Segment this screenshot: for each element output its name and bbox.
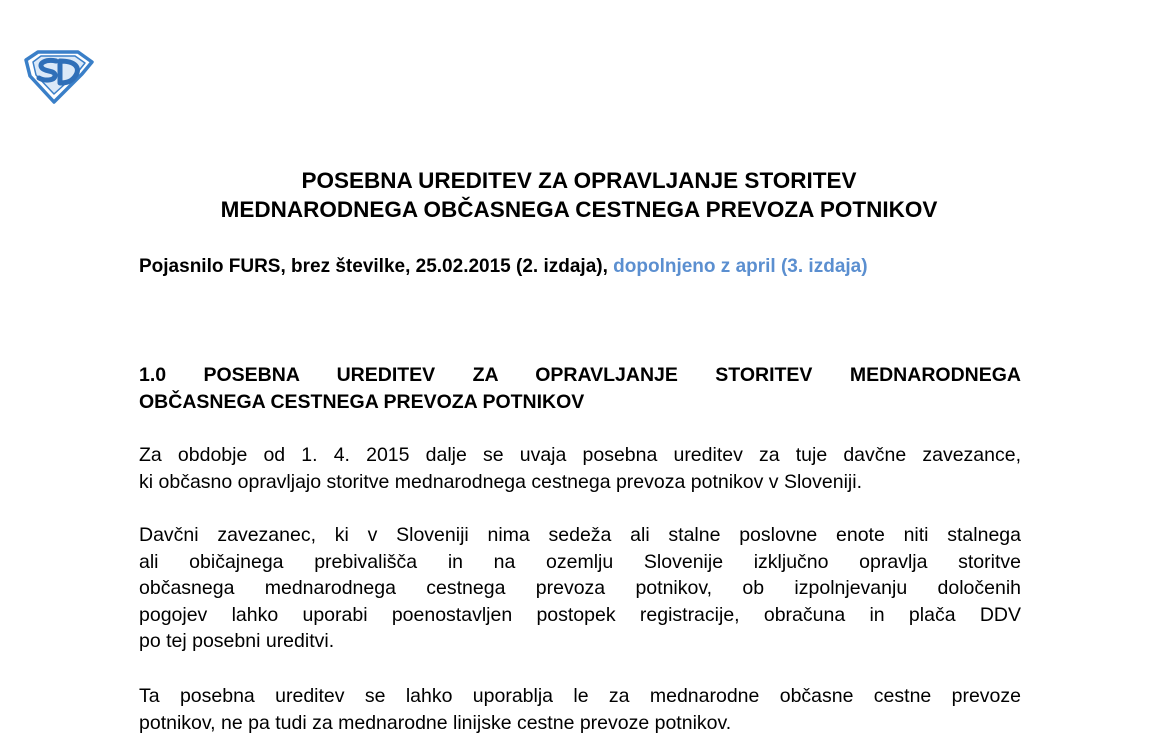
paragraph-3 bbox=[139, 683, 1021, 736]
title-line-2: MEDNARODNEGA OBČASNEGA CESTNEGA PREVOZA POTNIKOV bbox=[220, 197, 938, 222]
paragraph-1 bbox=[139, 442, 1021, 495]
company-logo bbox=[20, 48, 96, 104]
document-title bbox=[120, 166, 1038, 224]
paragraph-line: ki občasno opravljajo storitve mednarodnega cestnega prevoza potnikov v Sloveniji. bbox=[139, 470, 863, 493]
paragraph-line: ali običajnega prebivališča in na ozemlju Slovenije izključno opravlja storitve bbox=[139, 550, 1021, 573]
section-heading-line-1: 1.0 POSEBNA UREDITEV ZA OPRAVLJANJE STORITEV MEDNARODNEGA bbox=[139, 364, 1021, 386]
title-line-1: POSEBNA UREDITEV ZA OPRAVLJANJE STORITEV bbox=[301, 168, 857, 193]
subtitle-update-note: dopolnjeno z april (3. izdaja) bbox=[613, 256, 868, 277]
paragraph-line: občasnega mednarodnega cestnega prevoza potnikov, ob izpolnjevanju določenih bbox=[139, 577, 1021, 599]
section-heading bbox=[139, 362, 1021, 416]
paragraph-line: po tej posebni ureditvi. bbox=[139, 630, 335, 652]
paragraph-line: Za obdobje od 1. 4. 2015 dalje se uvaja posebna ureditev za tuje davčne zavezance, bbox=[139, 444, 1021, 466]
sd-shield-logo-icon bbox=[20, 48, 96, 104]
paragraph-line: Davčni zavezanec, ki v Sloveniji nima sedeža ali stalne poslovne enote niti stalnega bbox=[139, 524, 1021, 546]
paragraph-line: Ta posebna ureditev se lahko uporablja le za mednarodne občasne cestne prevoze bbox=[139, 685, 1021, 707]
document-subtitle bbox=[139, 253, 1021, 280]
paragraph-line: pogojev lahko uporabi poenostavljen postopek registracije, obračuna in plača DDV bbox=[139, 603, 1021, 626]
section-heading-line-2: OBČASNEGA CESTNEGA PREVOZA POTNIKOV bbox=[139, 391, 585, 413]
subtitle-source: Pojasnilo FURS, brez številke, 25.02.2015 (2. izdaja), bbox=[139, 256, 614, 277]
paragraph-2 bbox=[139, 522, 1021, 655]
paragraph-line: potnikov, ne pa tudi za mednarodne linijske cestne prevoze potnikov. bbox=[139, 711, 732, 734]
